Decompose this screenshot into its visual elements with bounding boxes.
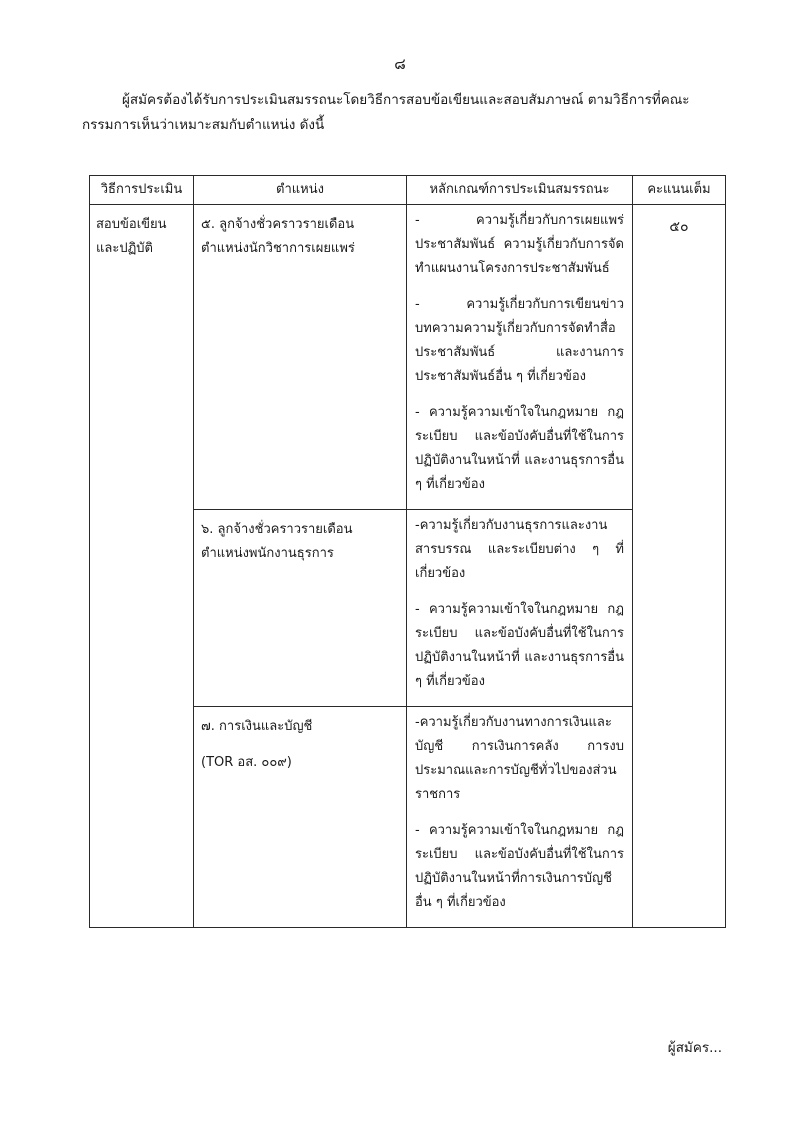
table-row bbox=[90, 205, 726, 510]
position-code: (TOR อส. ๐๐๙) bbox=[201, 755, 292, 770]
header-position: ตำแหน่ง bbox=[194, 176, 407, 205]
intro-text: ผู้สมัครต้องได้รับการประเมินสมรรถนะโดยวิธีการสอบข้อเขียนและสอบสัมภาษณ์ ตามวิธีการที่คณะกรรมการเห็นว่าเหมาะสมกับตำแหน่ง ดังนี้ bbox=[82, 92, 690, 133]
position-title: ๕. ลูกจ้างชั่วคราวรายเดือน bbox=[201, 217, 355, 232]
method-cell: สอบข้อเขียนและปฏิบัติ bbox=[90, 205, 194, 928]
header-method: วิธีการประเมิน bbox=[90, 176, 194, 205]
assessment-table bbox=[89, 175, 726, 928]
position-title: ๗. การเงินและบัญชี bbox=[201, 719, 313, 734]
page-number: ๘ bbox=[394, 55, 406, 73]
criterion-item: - ความรู้ความเข้าใจในกฎหมาย กฎระเบียบ และข้อบังคับอื่นที่ใช้ในการปฏิบัติงานในหน้าที่ และงานธุรการอื่น ๆ ที่เกี่ยวข้อง bbox=[415, 405, 624, 492]
header-criteria: หลักเกณฑ์การประเมินสมรรถนะ bbox=[407, 176, 633, 205]
position-cell bbox=[194, 205, 407, 510]
position-cell bbox=[194, 707, 407, 928]
criterion-item: -ความรู้เกี่ยวกับงานธุรการและงานสารบรรณ และระเบียบต่าง ๆ ที่เกี่ยวข้อง bbox=[415, 518, 624, 581]
position-subtitle: ตำแหน่งนักวิชาการเผยแพร่ bbox=[201, 241, 355, 256]
position-title: ๖. ลูกจ้างชั่วคราวรายเดือน bbox=[201, 522, 353, 537]
criteria-cell bbox=[407, 510, 633, 707]
continuation-note: ผู้สมัคร... bbox=[667, 1040, 722, 1056]
header-full-score: คะแนนเต็ม bbox=[633, 176, 726, 205]
criterion-item: - ความรู้เกี่ยวกับการเขียนข่าวบทความความรู้เกี่ยวกับการจัดทำสื่อประชาสัมพันธ์ และงานการประชาสัมพันธ์อื่น ๆ ที่เกี่ยวข้อง bbox=[415, 297, 624, 384]
full-score-cell: ๕๐ bbox=[633, 205, 726, 928]
criterion-item: -ความรู้เกี่ยวกับงานทางการเงินและบัญชี การเงินการคลัง การงบประมาณและการบัญชีทั่วไปของส่วนราชการ bbox=[415, 715, 624, 802]
criterion-item: - ความรู้เกี่ยวกับการเผยแพร่ประชาสัมพันธ์ ความรู้เกี่ยวกับการจัดทำแผนงานโครงการประชาสัมพันธ์ bbox=[415, 213, 624, 276]
table-header-row bbox=[90, 176, 726, 205]
intro-paragraph bbox=[82, 88, 742, 138]
criterion-item: - ความรู้ความเข้าใจในกฎหมาย กฎระเบียบ และข้อบังคับอื่นที่ใช้ในการปฏิบัติงานในหน้าที่ และงานธุรการอื่น ๆ ที่เกี่ยวข้อง bbox=[415, 602, 624, 689]
criterion-item: - ความรู้ความเข้าใจในกฎหมาย กฎระเบียบ และข้อบังคับอื่นที่ใช้ในการปฏิบัติงานในหน้าที่การเงินการบัญชีอื่น ๆ ที่เกี่ยวข้อง bbox=[415, 823, 624, 910]
position-cell bbox=[194, 510, 407, 707]
position-subtitle: ตำแหน่งพนักงานธุรการ bbox=[201, 546, 334, 561]
criteria-cell bbox=[407, 707, 633, 928]
criteria-cell bbox=[407, 205, 633, 510]
